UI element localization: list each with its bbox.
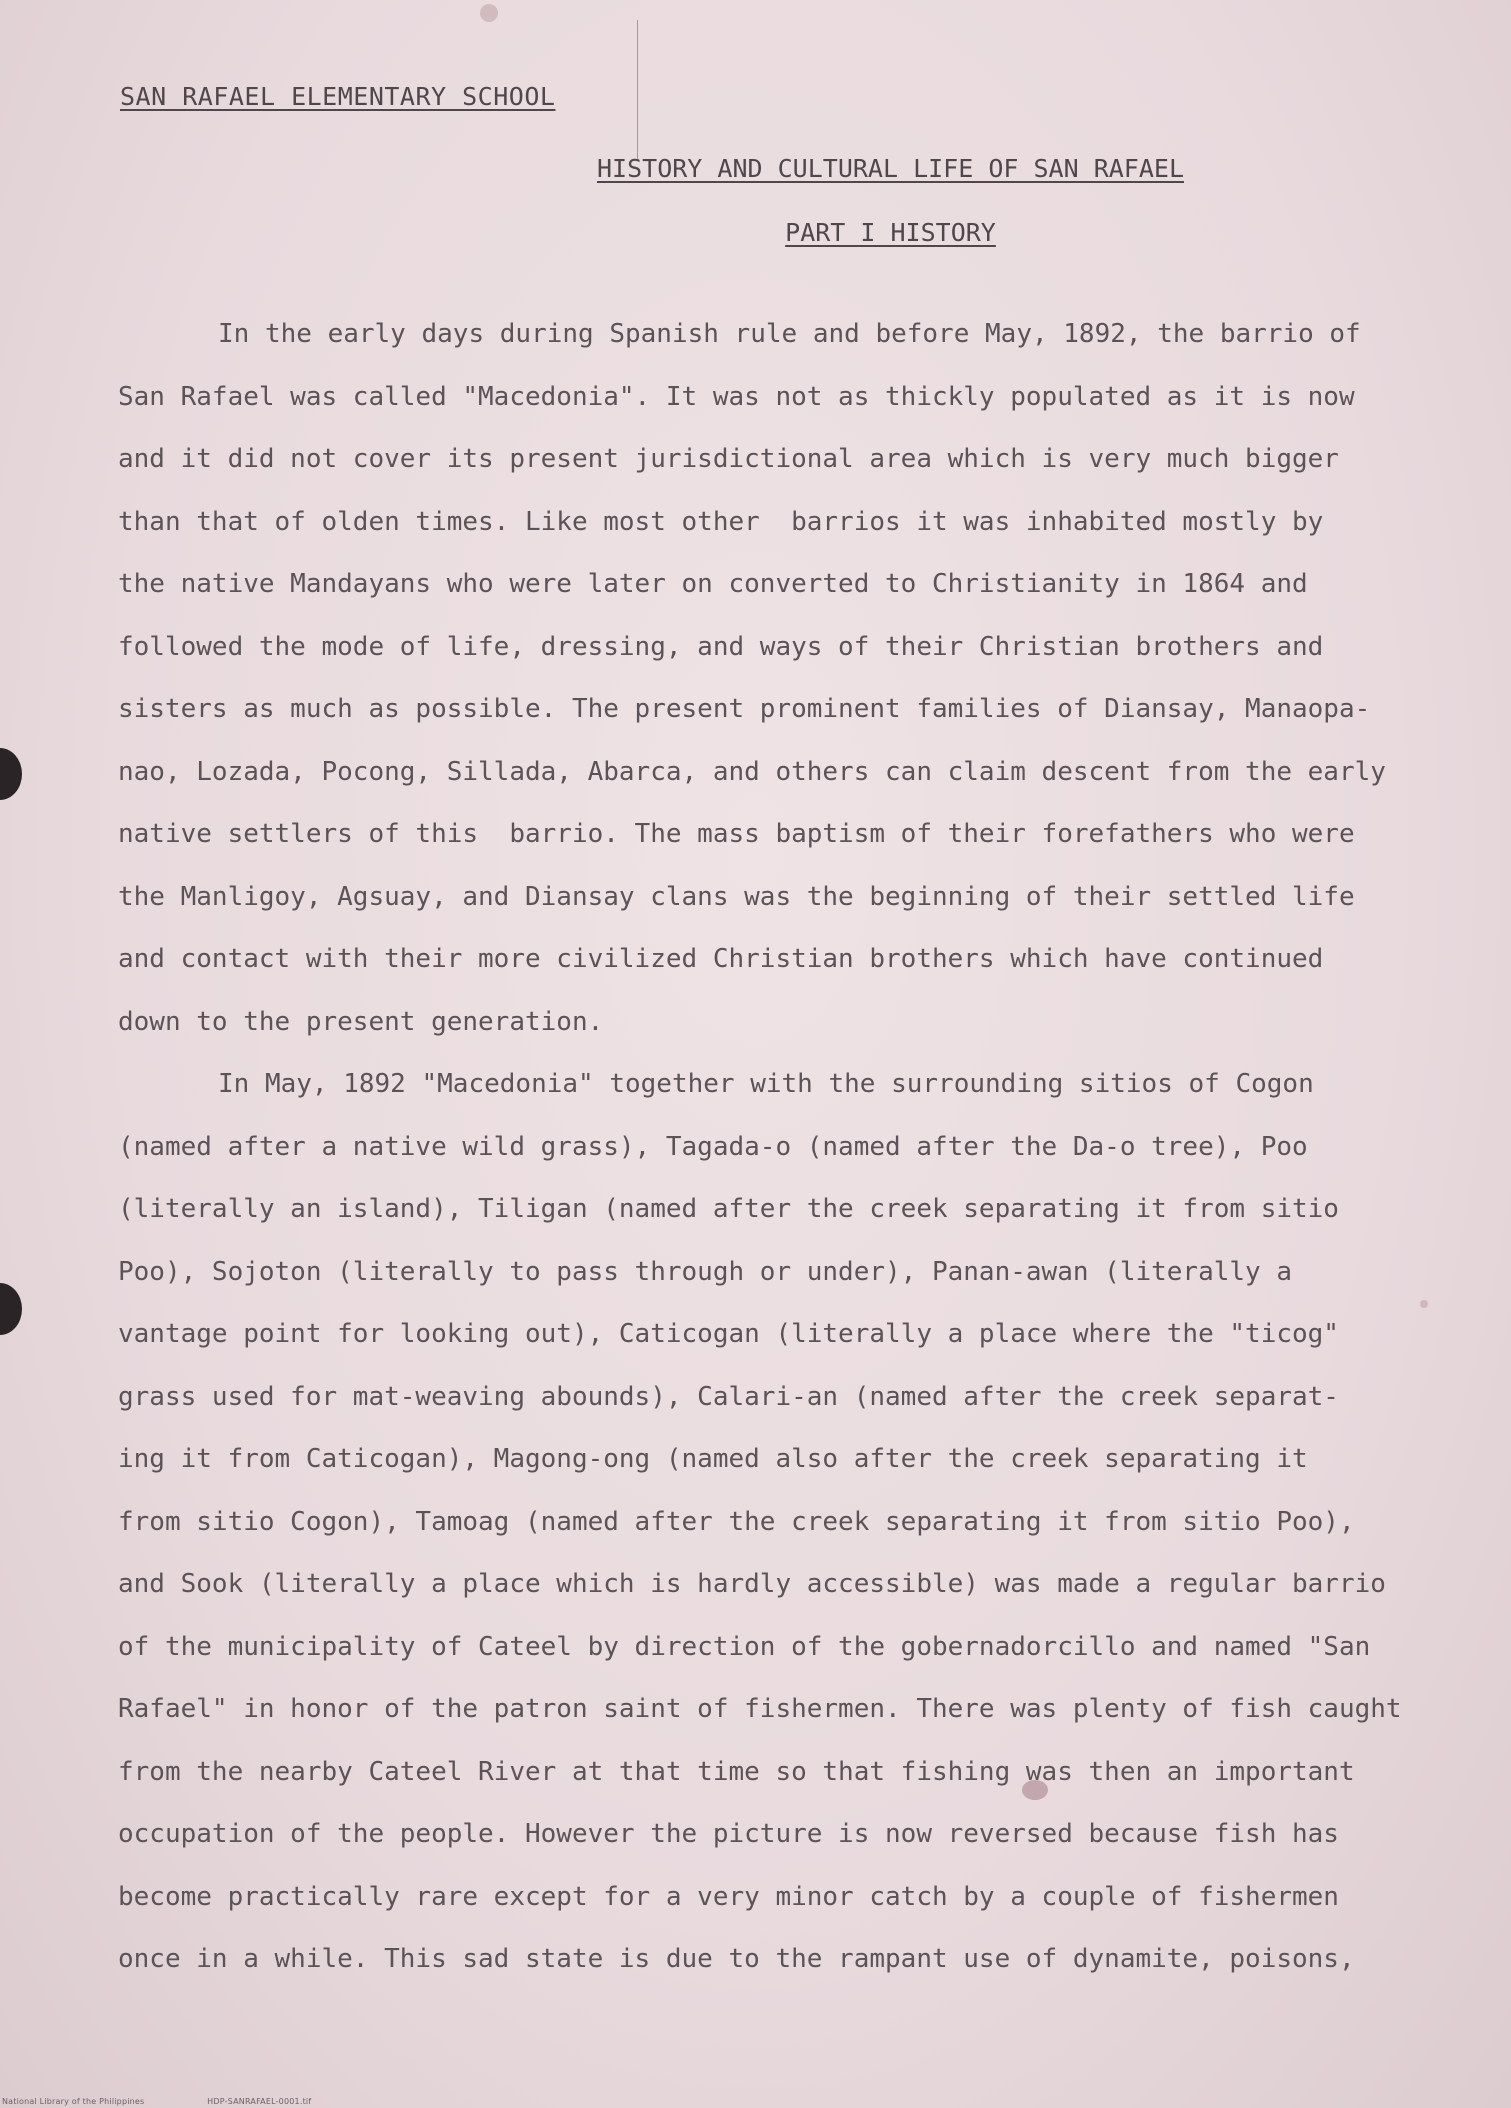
text-line: sisters as much as possible. The present prominent families of Diansay, Manaopa- (118, 694, 1371, 724)
binder-hole (0, 748, 22, 800)
scan-footer (2, 2097, 371, 2106)
text-line: ing it from Caticogan), Magong-ong (named also after the creek separating it (118, 1444, 1308, 1474)
document-title: HISTORY AND CULTURAL LIFE OF SAN RAFAEL (597, 154, 1184, 183)
pencil-mark (637, 20, 638, 160)
text-line: In the early days during Spanish rule and before May, 1892, the barrio of (218, 319, 1361, 349)
text-line: the native Mandayans who were later on converted to Christianity in 1864 and (118, 569, 1308, 599)
binder-hole (0, 1283, 22, 1335)
scan-filename: HDP-SANRAFAEL-0001.tif (207, 2097, 312, 2106)
text-line: than that of olden times. Like most other barrios it was inhabited mostly by (118, 506, 1324, 537)
text-line: down to the present generation. (118, 1006, 604, 1037)
text-line: become practically rare except for a very minor catch by a couple of fishermen (118, 1881, 1339, 1912)
school-name: SAN RAFAEL ELEMENTARY SCHOOL (120, 82, 556, 111)
text-line: (named after a native wild grass), Tagada-o (named after the Da-o tree), Poo (118, 1131, 1308, 1162)
text-line: and contact with their more civilized Christian brothers which have continued (118, 944, 1324, 974)
library-credit: National Library of the Philippines (2, 2097, 145, 2106)
text-line: native settlers of this barrio. The mass baptism of their forefathers who were (118, 819, 1355, 849)
text-line: nao, Lozada, Pocong, Sillada, Abarca, and others can claim descent from the early (118, 756, 1386, 787)
text-line: from sitio Cogon), Tamoag (named after the creek separating it from sitio Poo), (118, 1506, 1355, 1537)
stain-mark (480, 4, 498, 22)
section-heading: PART I HISTORY (785, 218, 996, 247)
text-line: vantage point for looking out), Caticogan (literally a place where the "ticog" (118, 1319, 1339, 1349)
text-line: (literally an island), Tiligan (named after the creek separating it from sitio (118, 1194, 1339, 1224)
text-line: and Sook (literally a place which is hardly accessible) was made a regular barrio (118, 1569, 1386, 1599)
text-line: In May, 1892 "Macedonia" together with the surrounding sitios of Cogon (218, 1069, 1314, 1099)
text-line: Rafael" in honor of the patron saint of fishermen. There was plenty of fish caught (118, 1694, 1402, 1724)
text-line: San Rafael was called "Macedonia". It was not as thickly populated as it is now (118, 381, 1355, 412)
text-line: occupation of the people. However the picture is now reversed because fish has (118, 1819, 1339, 1849)
text-line: grass used for mat-weaving abounds), Calari-an (named after the creek separat- (118, 1381, 1339, 1412)
text-line: followed the mode of life, dressing, and ways of their Christian brothers and (118, 631, 1324, 662)
text-line: Poo), Sojoton (literally to pass through or under), Panan-awan (literally a (118, 1256, 1292, 1287)
text-line: from the nearby Cateel River at that time so that fishing was then an important (118, 1756, 1355, 1787)
text-line: once in a while. This sad state is due to the rampant use of dynamite, poisons, (118, 1944, 1355, 1974)
text-line: of the municipality of Cateel by direction of the gobernadorcillo and named "San (118, 1631, 1371, 1662)
body-text (118, 303, 1438, 1991)
text-line: and it did not cover its present jurisdictional area which is very much bigger (118, 444, 1339, 474)
text-line: the Manligoy, Agsuay, and Diansay clans was the beginning of their settled life (118, 881, 1355, 912)
